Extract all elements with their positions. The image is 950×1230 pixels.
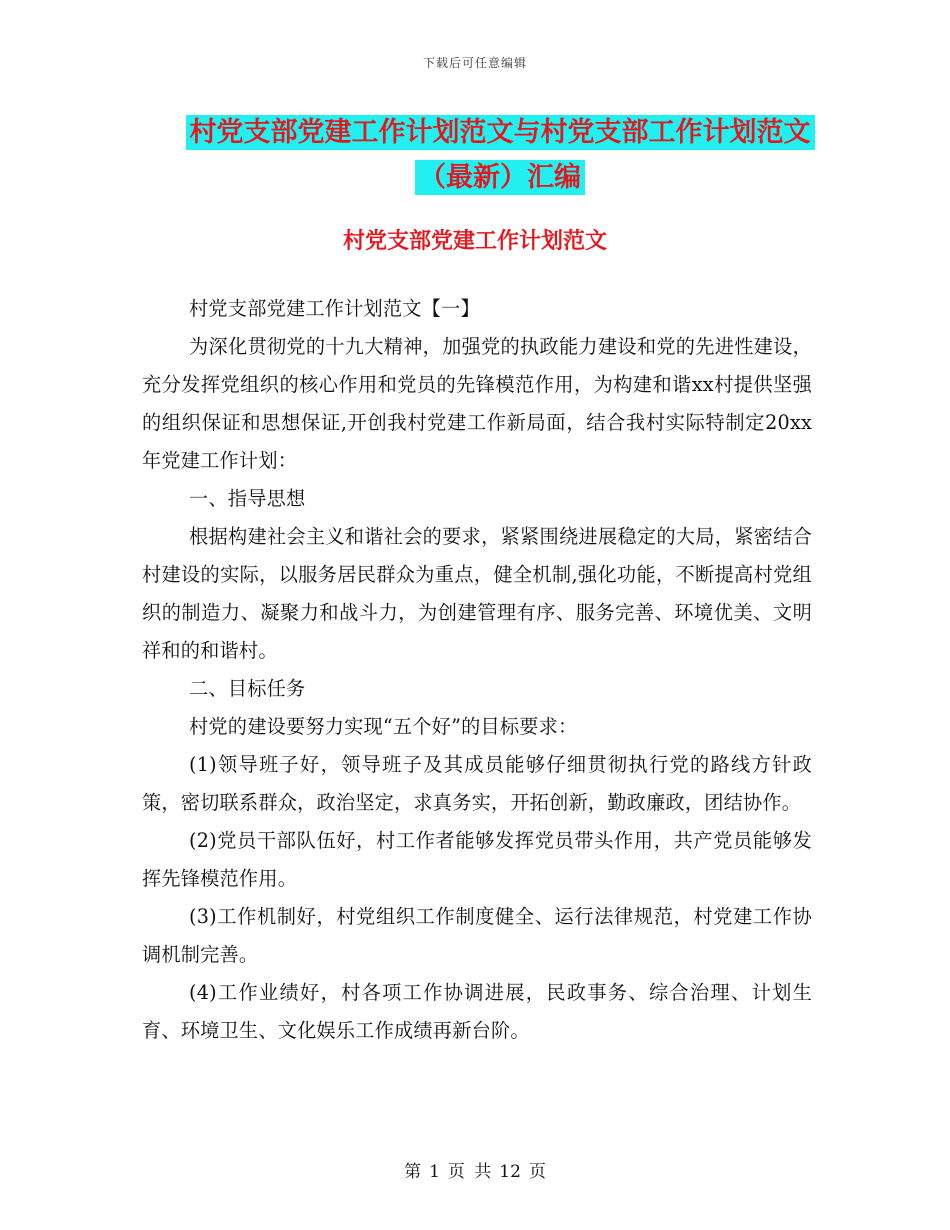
section-title: 村党支部党建工作计划范文: [342, 229, 607, 254]
footer-page-number: 1: [429, 1162, 440, 1182]
paragraph: (4)工作业绩好，村各项工作协调进展，民政事务、综合治理、计划生育、环境卫生、文化娱乐工作成绩再新台阶。: [142, 981, 812, 1042]
document-title-line1: 村党支部党建工作计划范文与村党支部工作计划范文: [186, 115, 815, 150]
paragraph: 根据构建社会主义和谐社会的要求，紧紧围绕进展稳定的大局，紧密结合村建设的实际，以服务居民群众为重点，健全机制,强化功能，不断提高村党组织的制造力、凝聚力和战斗力，为创建管理有序、服务完善、环境优美、文明祥和的和谐村。: [142, 525, 812, 662]
paragraph: (1)领导班子好，领导班子及其成员能够仔细贯彻执行党的路线方针政策，密切联系群众，政治坚定，求真务实，开拓创新，勤政廉政，团结协作。: [142, 753, 812, 814]
footer-total-pages: 12: [499, 1162, 521, 1182]
header-note: 下载后可任意编辑: [422, 56, 527, 70]
footer-prefix: 第: [404, 1162, 422, 1182]
document-title: [120, 110, 880, 200]
page-footer: [0, 1157, 950, 1182]
paragraph: 村党的建设要努力实现“五个好”的目标要求：: [189, 715, 578, 738]
paragraph: 村党支部党建工作计划范文【一】: [189, 297, 480, 320]
paragraph: 一、指导思想: [189, 487, 306, 510]
paragraph: (3)工作机制好，村党组织工作制度健全、运行法律规范，村党建工作协调机制完善。: [142, 905, 812, 966]
paragraph: 为深化贯彻党的十九大精神，加强党的执政能力建设和党的先进性建设，充分发挥党组织的核心作用和党员的先锋模范作用，为构建和谐xx村提供坚强的组织保证和思想保证,开创我村党建工作新局面，结合我村实际特制定20xx年党建工作计划：: [142, 335, 812, 472]
document-title-line2: （最新）汇编: [415, 160, 585, 195]
document-body: [142, 290, 812, 1050]
footer-suffix: 页: [528, 1162, 546, 1182]
footer-middle: 页 共: [447, 1162, 492, 1182]
paragraph: 二、目标任务: [189, 677, 306, 700]
paragraph: (2)党员干部队伍好，村工作者能够发挥党员带头作用，共产党员能够发挥先锋模范作用。: [142, 829, 812, 890]
